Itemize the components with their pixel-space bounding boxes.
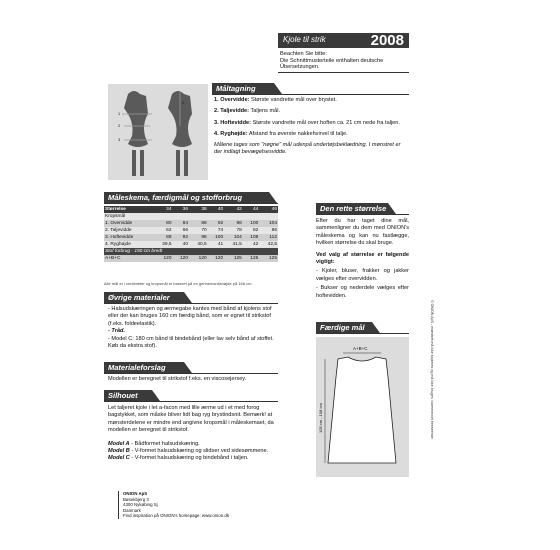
table-row: 4. Ryghøjde 39,5 40 40,5 41 41,5 42 42,5 — [105, 242, 277, 247]
maltagning-list: 1. Overvidde: Største vandrette mål over brystet. 2. Taljevidde: Taljens mål. 3. Hoftevidde: Største vandrette mål over hoften ca. 21 cm nede fra taljen. 4. Ryghøjde: Afstand fra øverste nakkehvirvel til talje. Målene tages som "nøgne" mål udenpå undertøjsbeklædning. I mønstret er der indlagt bevægelsesvidde. — [214, 97, 410, 156]
table-row: 2. Taljevidde 62 66 70 74 78 82 86 — [105, 228, 277, 233]
dim-side-label: 105 cm - 108 cm — [318, 403, 323, 433]
size-header-row: Størrelse 34 36 38 40 42 44 46 — [105, 207, 277, 212]
section-ovrige: Øvrige materialer — [104, 292, 184, 303]
table-row: 1. Overvidde 80 84 88 92 96 100 104 — [105, 221, 277, 226]
table-row: 3. Hoftevidde 88 92 96 100 104 108 112 — [105, 235, 277, 240]
ovrige-text: - Halsudskæringen og ærmegabe kantes med bånd af kjolens stof eller der kan bruges 160 cm færdig bånd, som er egnet til strikstof (f.eks. foldeelastik). - Tråd. - Model C: 180 cm bånd til bindebånd (eller lav selv bånd af stoffet. Køb da ekstra stof). — [108, 306, 274, 350]
silhouet-text: Let taljeret kjole i let a-facon med lille ærme ud i et med forog bagstykket, som måske bliver lidt bag ryg brystindsnit. Bemærk! at mønsterdelene er mindre end angivne kropsmål i måleskemaet, da modellen er beregnet til strikstof. Model A - Bådformet halsudskæring. Model B - V-formet halsudskæring og slidser ved sidesømmene. Model C - V-formet halsudskæring og bindebånd i taljen. — [108, 405, 274, 462]
section-silhouet: Silhouet — [104, 390, 152, 401]
header-rule — [278, 72, 409, 73]
svg-text:2: 2 — [118, 123, 121, 128]
section-materialeforslag: Materialeforslag — [104, 362, 184, 373]
copyright-side-note: © ONION ApS - mønstret må ikke kopieres og må ikke bruges i kommerciel henseende. — [430, 300, 434, 440]
dress-diagram — [316, 337, 409, 477]
section-rette-storrelse: Den rette størrelse — [316, 203, 388, 214]
body-measure-figure — [108, 84, 208, 180]
footer-address: ONION ApS Bøsekbjerg 3 4300 Nykøbing Sj Danmark Find inspiration på ONION's homepage: www.onion.dk — [118, 491, 229, 519]
pattern-number: 2008 — [370, 32, 404, 49]
size-table: Størrelse 34 36 38 40 42 44 46 Kropsmål 1. Overvidde 80 84 88 92 96 100 104 2. Taljevidde 62 66 70 74 78 82 86 3. Hoftevidde 88 92 96 100 104 108 112 4. Ryghøjde 39,5 40 40,5 41 41,5 42 42,5 Stof forbrug - 150 cm bredt A+B+C 120 120 120 120 125 125 125 — [105, 207, 277, 261]
header-title: Kjole til strik — [283, 35, 326, 44]
svg-text:1: 1 — [118, 111, 121, 116]
section-maltagning: Måltagning — [212, 83, 274, 94]
table-row: A+B+C 120 120 120 120 125 125 125 — [105, 256, 277, 261]
section-maleskema: Måleskema, færdigmål og stofforbrug — [104, 192, 269, 203]
finished-garment-panel — [316, 337, 409, 477]
materialeforslag-text: Modellen er beregnet til strikstof f.eks. en viscosejersey. — [108, 376, 247, 382]
maltagning-note: Målene tages som "nøgne" mål udenpå undertøjsbeklædning. I mønstret er der indlagt bevægelsesvidde. — [214, 141, 401, 156]
header-bar — [278, 33, 409, 48]
table-footnote: Alle mål er i centimeter og kropsmål er baseret på en gennemsnitshøjde på 168 cm. — [104, 281, 253, 286]
svg-text:3: 3 — [118, 137, 121, 142]
german-note: Beachten Sie bitte: Die Schnittmusterteile enthalten deutsche Übersetzungen. — [280, 51, 384, 71]
section-faerdige-mal: Færdige mål — [316, 322, 372, 333]
pattern-instruction-page — [104, 26, 416, 536]
svg-text:4: 4 — [182, 100, 185, 105]
dim-top-label: A+B+C — [353, 346, 368, 351]
rette-text: Efter du har taget dine mål, sammenligner du dem med ONION's måleskema og kan nu fastlægge, hvilken størrelse du skal bruge. Ved valg af størrelse er følgende vigtigt: - Kjoler, bluser, frakker og jakker vælges efter overvidden. - Bukser og nederdele vælges efter hoftevidden. — [316, 218, 409, 299]
